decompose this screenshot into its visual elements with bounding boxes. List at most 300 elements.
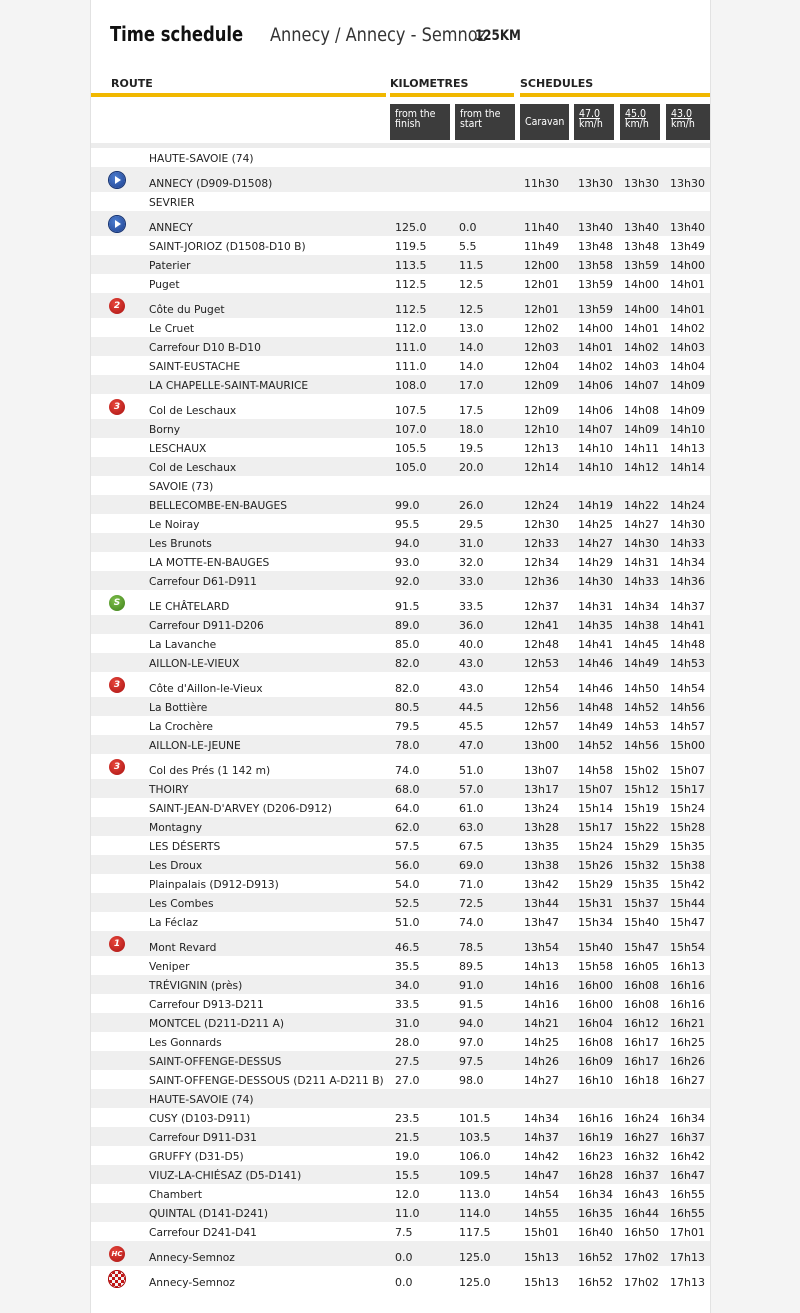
- waypoint-name: Montagny: [149, 821, 203, 834]
- km-from-finish: 107.0: [395, 423, 427, 436]
- category-3-climb-icon: 3: [109, 677, 125, 693]
- from-start-header[interactable]: [455, 104, 515, 140]
- table-row: [91, 754, 710, 779]
- table-row: [91, 931, 710, 956]
- time-45kmh: 14h34: [624, 600, 659, 613]
- time-47kmh: 14h31: [578, 600, 613, 613]
- category-3-climb-icon: 3: [109, 399, 125, 415]
- time-47kmh: 16h04: [578, 1017, 613, 1030]
- km-from-start: 63.0: [459, 821, 484, 834]
- speed-47-unit: km/h: [579, 118, 603, 130]
- time-45kmh: 15h29: [624, 840, 659, 853]
- time-45kmh: 15h02: [624, 764, 659, 777]
- time-43kmh: 15h17: [670, 783, 705, 796]
- speed-47-header[interactable]: [574, 104, 614, 140]
- caravan-time: 11h49: [524, 240, 559, 253]
- time-43kmh: 15h28: [670, 821, 705, 834]
- time-45kmh: 14h31: [624, 556, 659, 569]
- caravan-time: 14h37: [524, 1131, 559, 1144]
- km-from-start: 47.0: [459, 739, 484, 752]
- table-row: [91, 615, 710, 634]
- time-47kmh: 15h14: [578, 802, 613, 815]
- time-47kmh: 16h00: [578, 998, 613, 1011]
- time-45kmh: 14h07: [624, 379, 659, 392]
- km-from-start: 69.0: [459, 859, 484, 872]
- time-47kmh: 15h34: [578, 916, 613, 929]
- time-45kmh: 14h03: [624, 360, 659, 373]
- km-from-start: 40.0: [459, 638, 484, 651]
- km-from-start: 45.5: [459, 720, 484, 733]
- caravan-time: 12h10: [524, 423, 559, 436]
- km-from-start: 17.5: [459, 404, 484, 417]
- waypoint-name: LESCHAUX: [149, 442, 207, 455]
- table-row: [91, 274, 710, 293]
- time-45kmh: 14h27: [624, 518, 659, 531]
- km-from-start: 106.0: [459, 1150, 491, 1163]
- caravan-time: 12h02: [524, 322, 559, 335]
- table-row: [91, 1165, 710, 1184]
- time-45kmh: 16h08: [624, 979, 659, 992]
- table-row: [91, 855, 710, 874]
- time-45kmh: 14h01: [624, 322, 659, 335]
- km-from-finish: 111.0: [395, 360, 427, 373]
- time-43kmh: 14h00: [670, 259, 705, 272]
- waypoint-name: La Féclaz: [149, 916, 198, 929]
- time-45kmh: 14h08: [624, 404, 659, 417]
- time-45kmh: 14h00: [624, 278, 659, 291]
- waypoint-name: Carrefour D10 B-D10: [149, 341, 261, 354]
- table-row: [91, 956, 710, 975]
- waypoint-name: Côte d'Aillon-le-Vieux: [149, 682, 263, 695]
- waypoint-name: Les Brunots: [149, 537, 212, 550]
- km-from-start: 31.0: [459, 537, 484, 550]
- time-47kmh: 14h06: [578, 379, 613, 392]
- start-play-icon: [109, 216, 125, 232]
- km-from-start: 33.5: [459, 600, 484, 613]
- waypoint-name: Annecy-Semnoz: [149, 1276, 235, 1289]
- time-45kmh: 16h17: [624, 1055, 659, 1068]
- km-from-finish: 78.0: [395, 739, 420, 752]
- time-43kmh: 14h37: [670, 600, 705, 613]
- time-47kmh: 16h52: [578, 1276, 613, 1289]
- time-45kmh: 15h32: [624, 859, 659, 872]
- km-from-start: 109.5: [459, 1169, 491, 1182]
- time-47kmh: 16h35: [578, 1207, 613, 1220]
- time-47kmh: 14h27: [578, 537, 613, 550]
- waypoint-name: Carrefour D911-D31: [149, 1131, 257, 1144]
- caravan-time: 12h48: [524, 638, 559, 651]
- waypoint-name: MONTCEL (D211-D211 A): [149, 1017, 285, 1030]
- waypoint-name: AILLON-LE-JEUNE: [149, 739, 241, 752]
- caravan-time: 15h13: [524, 1251, 559, 1264]
- km-from-start: 14.0: [459, 341, 484, 354]
- table-row: [91, 912, 710, 931]
- km-from-start: 101.5: [459, 1112, 491, 1125]
- time-43kmh: 14h01: [670, 278, 705, 291]
- table-row: [91, 419, 710, 438]
- speed-43-value: 43.0: [671, 108, 693, 120]
- stage-distance: 125KM: [475, 28, 521, 44]
- km-from-finish: 12.0: [395, 1188, 420, 1201]
- time-47kmh: 15h29: [578, 878, 613, 891]
- km-from-finish: 62.0: [395, 821, 420, 834]
- time-43kmh: 14h56: [670, 701, 705, 714]
- table-row: [91, 836, 710, 855]
- time-45kmh: 14h22: [624, 499, 659, 512]
- waypoint-name: AILLON-LE-VIEUX: [149, 657, 240, 670]
- time-45kmh: 17h02: [624, 1251, 659, 1264]
- caravan-time: 13h00: [524, 739, 559, 752]
- km-from-finish: 74.0: [395, 764, 420, 777]
- waypoint-name: LA MOTTE-EN-BAUGES: [149, 556, 270, 569]
- time-43kmh: 16h55: [670, 1188, 705, 1201]
- time-43kmh: 14h54: [670, 682, 705, 695]
- km-from-finish: 112.5: [395, 303, 427, 316]
- km-from-finish: 57.5: [395, 840, 420, 853]
- km-from-finish: 68.0: [395, 783, 420, 796]
- time-47kmh: 14h46: [578, 657, 613, 670]
- time-45kmh: 14h09: [624, 423, 659, 436]
- waypoint-name: Col de Leschaux: [149, 404, 237, 417]
- km-from-start: 125.0: [459, 1251, 491, 1264]
- waypoint-name: LE CHÂTELARD: [149, 600, 230, 613]
- time-45kmh: 14h11: [624, 442, 659, 455]
- time-47kmh: 16h16: [578, 1112, 613, 1125]
- time-45kmh: 16h37: [624, 1169, 659, 1182]
- km-from-start: 19.5: [459, 442, 484, 455]
- time-43kmh: 14h48: [670, 638, 705, 651]
- waypoint-name: Plainpalais (D912-D913): [149, 878, 279, 891]
- km-from-start: 113.0: [459, 1188, 491, 1201]
- table-row: [91, 716, 710, 735]
- time-43kmh: 14h09: [670, 379, 705, 392]
- caravan-time: 13h35: [524, 840, 559, 853]
- km-from-start: 32.0: [459, 556, 484, 569]
- km-from-finish: 51.0: [395, 916, 420, 929]
- km-from-start: 72.5: [459, 897, 484, 910]
- km-from-finish: 21.5: [395, 1131, 420, 1144]
- km-from-finish: 0.0: [395, 1276, 413, 1289]
- km-from-finish: 111.0: [395, 341, 427, 354]
- time-47kmh: 16h40: [578, 1226, 613, 1239]
- km-from-start: 125.0: [459, 1276, 491, 1289]
- table-row: [91, 571, 710, 590]
- time-47kmh: 14h41: [578, 638, 613, 651]
- km-from-start: 13.0: [459, 322, 484, 335]
- time-45kmh: 16h32: [624, 1150, 659, 1163]
- km-from-start: 98.0: [459, 1074, 484, 1087]
- table-row: [91, 293, 710, 318]
- table-row: [91, 1108, 710, 1127]
- table-row: [91, 735, 710, 754]
- time-47kmh: 13h59: [578, 278, 613, 291]
- time-47kmh: 14h10: [578, 442, 613, 455]
- time-45kmh: 14h53: [624, 720, 659, 733]
- caravan-time: 12h37: [524, 600, 559, 613]
- time-43kmh: 16h21: [670, 1017, 705, 1030]
- km-from-start: 89.5: [459, 960, 484, 973]
- time-43kmh: 14h14: [670, 461, 705, 474]
- time-45kmh: 15h22: [624, 821, 659, 834]
- caravan-time: 14h55: [524, 1207, 559, 1220]
- time-47kmh: 16h09: [578, 1055, 613, 1068]
- time-47kmh: 14h35: [578, 619, 613, 632]
- caravan-time: 12h24: [524, 499, 559, 512]
- kilometres-column-header: KILOMETRES: [390, 77, 469, 90]
- caravan-header[interactable]: [520, 104, 569, 140]
- time-47kmh: 15h26: [578, 859, 613, 872]
- waypoint-name: Borny: [149, 423, 181, 436]
- waypoint-name: TRÉVIGNIN (près): [149, 979, 243, 992]
- time-43kmh: 16h16: [670, 998, 705, 1011]
- time-45kmh: 16h18: [624, 1074, 659, 1087]
- table-row: [91, 514, 710, 533]
- table-row: [91, 994, 710, 1013]
- table-row: [91, 356, 710, 375]
- km-from-start: 71.0: [459, 878, 484, 891]
- time-47kmh: 13h40: [578, 221, 613, 234]
- time-43kmh: 16h37: [670, 1131, 705, 1144]
- km-from-finish: 15.5: [395, 1169, 420, 1182]
- km-from-finish: 31.0: [395, 1017, 420, 1030]
- time-43kmh: 14h53: [670, 657, 705, 670]
- caravan-time: 12h09: [524, 404, 559, 417]
- time-43kmh: 17h01: [670, 1226, 705, 1239]
- time-43kmh: 16h42: [670, 1150, 705, 1163]
- time-45kmh: 14h56: [624, 739, 659, 752]
- route-underline: [91, 93, 386, 97]
- km-from-finish: 99.0: [395, 499, 420, 512]
- table-row: [91, 590, 710, 615]
- time-47kmh: 16h34: [578, 1188, 613, 1201]
- waypoint-name: Puget: [149, 278, 180, 291]
- km-from-finish: 23.5: [395, 1112, 420, 1125]
- schedules-column-header: SCHEDULES: [520, 77, 594, 90]
- from-finish-line1: from the: [395, 108, 436, 120]
- km-from-finish: 107.5: [395, 404, 427, 417]
- caravan-time: 12h30: [524, 518, 559, 531]
- time-47kmh: 15h24: [578, 840, 613, 853]
- table-row: [91, 1241, 710, 1266]
- caravan-time: 12h54: [524, 682, 559, 695]
- km-from-finish: 11.0: [395, 1207, 420, 1220]
- time-43kmh: 16h13: [670, 960, 705, 973]
- km-from-finish: 108.0: [395, 379, 427, 392]
- from-start-line1: from the: [460, 108, 501, 120]
- caravan-time: 13h47: [524, 916, 559, 929]
- table-row: [91, 1222, 710, 1241]
- waypoint-name: Carrefour D241-D41: [149, 1226, 257, 1239]
- time-43kmh: 15h35: [670, 840, 705, 853]
- table-row: [91, 375, 710, 394]
- time-43kmh: 16h25: [670, 1036, 705, 1049]
- km-from-start: 114.0: [459, 1207, 491, 1220]
- km-from-start: 12.5: [459, 278, 484, 291]
- time-47kmh: 14h06: [578, 404, 613, 417]
- time-43kmh: 14h13: [670, 442, 705, 455]
- caravan-time: 14h21: [524, 1017, 559, 1030]
- km-from-finish: 35.5: [395, 960, 420, 973]
- time-47kmh: 14h02: [578, 360, 613, 373]
- waypoint-name: Veniper: [149, 960, 190, 973]
- start-play-icon: [109, 172, 125, 188]
- time-45kmh: 15h37: [624, 897, 659, 910]
- caravan-time: 12h00: [524, 259, 559, 272]
- km-from-finish: 27.5: [395, 1055, 420, 1068]
- time-47kmh: 14h25: [578, 518, 613, 531]
- caravan-time: 12h57: [524, 720, 559, 733]
- time-43kmh: 15h38: [670, 859, 705, 872]
- waypoint-name: ANNECY: [149, 221, 193, 234]
- caravan-time: 13h17: [524, 783, 559, 796]
- speed-43-unit: km/h: [671, 118, 695, 130]
- km-from-finish: 19.0: [395, 1150, 420, 1163]
- time-45kmh: 15h35: [624, 878, 659, 891]
- time-45kmh: 15h47: [624, 941, 659, 954]
- km-from-start: 20.0: [459, 461, 484, 474]
- waypoint-name: Carrefour D911-D206: [149, 619, 264, 632]
- table-row: [91, 394, 710, 419]
- table-row: [91, 211, 710, 236]
- waypoint-name: VIUZ-LA-CHIÉSAZ (D5-D141): [149, 1169, 302, 1182]
- km-from-start: 43.0: [459, 682, 484, 695]
- from-finish-header[interactable]: [390, 104, 450, 140]
- km-from-start: 117.5: [459, 1226, 491, 1239]
- category-1-climb-icon: 1: [109, 936, 125, 952]
- table-row: [91, 495, 710, 514]
- time-45kmh: 16h05: [624, 960, 659, 973]
- km-from-start: 103.5: [459, 1131, 491, 1144]
- table-row: [91, 533, 710, 552]
- time-47kmh: 14h01: [578, 341, 613, 354]
- caravan-time: 14h26: [524, 1055, 559, 1068]
- km-from-finish: 95.5: [395, 518, 420, 531]
- waypoint-name: LA CHAPELLE-SAINT-MAURICE: [149, 379, 309, 392]
- time-47kmh: 15h31: [578, 897, 613, 910]
- time-47kmh: 14h52: [578, 739, 613, 752]
- time-45kmh: 14h02: [624, 341, 659, 354]
- from-finish-line2: finish: [395, 118, 421, 130]
- table-row: [91, 1203, 710, 1222]
- waypoint-name: SAVOIE (73): [149, 480, 214, 493]
- km-from-finish: 125.0: [395, 221, 427, 234]
- km-from-start: 78.5: [459, 941, 484, 954]
- time-47kmh: 15h17: [578, 821, 613, 834]
- time-47kmh: 13h48: [578, 240, 613, 253]
- waypoint-name: SEVRIER: [149, 196, 195, 209]
- caravan-time: 12h33: [524, 537, 559, 550]
- waypoint-name: Le Noiray: [149, 518, 200, 531]
- time-45kmh: 14h52: [624, 701, 659, 714]
- table-row: [91, 1051, 710, 1070]
- table-row: [91, 672, 710, 697]
- waypoint-name: ANNECY (D909-D1508): [149, 177, 273, 190]
- km-from-start: 11.5: [459, 259, 484, 272]
- table-row: [91, 1146, 710, 1165]
- stage-name: Annecy / Annecy - Semnoz: [270, 24, 487, 46]
- time-43kmh: 14h30: [670, 518, 705, 531]
- time-45kmh: 13h59: [624, 259, 659, 272]
- time-47kmh: 14h29: [578, 556, 613, 569]
- km-from-finish: 92.0: [395, 575, 420, 588]
- time-43kmh: 15h00: [670, 739, 705, 752]
- caravan-time: 13h07: [524, 764, 559, 777]
- caravan-time: 12h41: [524, 619, 559, 632]
- waypoint-name: SAINT-JORIOZ (D1508-D10 B): [149, 240, 306, 253]
- time-45kmh: 15h12: [624, 783, 659, 796]
- time-47kmh: 14h19: [578, 499, 613, 512]
- caravan-time: 12h34: [524, 556, 559, 569]
- caravan-time: 12h04: [524, 360, 559, 373]
- km-from-start: 17.0: [459, 379, 484, 392]
- time-45kmh: 15h40: [624, 916, 659, 929]
- category-2-climb-icon: 2: [109, 298, 125, 314]
- km-from-start: 0.0: [459, 221, 477, 234]
- time-43kmh: 16h26: [670, 1055, 705, 1068]
- km-from-start: 57.0: [459, 783, 484, 796]
- time-43kmh: 13h30: [670, 177, 705, 190]
- caravan-time: 15h01: [524, 1226, 559, 1239]
- time-45kmh: 14h50: [624, 682, 659, 695]
- waypoint-name: SAINT-OFFENGE-DESSOUS (D211 A-D211 B): [149, 1074, 384, 1087]
- km-from-start: 36.0: [459, 619, 484, 632]
- km-from-finish: 56.0: [395, 859, 420, 872]
- waypoint-name: HAUTE-SAVOIE (74): [149, 152, 254, 165]
- km-from-start: 18.0: [459, 423, 484, 436]
- time-45kmh: 14h33: [624, 575, 659, 588]
- from-start-line2: start: [460, 118, 482, 130]
- speed-45-header[interactable]: [620, 104, 660, 140]
- time-47kmh: 13h30: [578, 177, 613, 190]
- waypoint-name: SAINT-OFFENGE-DESSUS: [149, 1055, 282, 1068]
- waypoint-name: Annecy-Semnoz: [149, 1251, 235, 1264]
- speed-45-unit: km/h: [625, 118, 649, 130]
- time-47kmh: 15h07: [578, 783, 613, 796]
- caravan-time: 13h44: [524, 897, 559, 910]
- schedules-underline: [520, 93, 710, 97]
- table-row: [91, 634, 710, 653]
- table-row: [91, 697, 710, 716]
- speed-43-header[interactable]: [666, 104, 710, 140]
- waypoint-name: QUINTAL (D141-D241): [149, 1207, 269, 1220]
- waypoint-name: Les Combes: [149, 897, 214, 910]
- time-45kmh: 16h50: [624, 1226, 659, 1239]
- table-row: [91, 1070, 710, 1089]
- km-from-start: 94.0: [459, 1017, 484, 1030]
- waypoint-name: HAUTE-SAVOIE (74): [149, 1093, 254, 1106]
- km-from-finish: 28.0: [395, 1036, 420, 1049]
- km-from-start: 67.5: [459, 840, 484, 853]
- caravan-time: 14h54: [524, 1188, 559, 1201]
- hors-categorie-icon: HC: [109, 1246, 125, 1262]
- km-from-start: 51.0: [459, 764, 484, 777]
- table-row: [91, 653, 710, 672]
- time-45kmh: 14h38: [624, 619, 659, 632]
- time-43kmh: 16h34: [670, 1112, 705, 1125]
- time-43kmh: 15h07: [670, 764, 705, 777]
- waypoint-name: Les Droux: [149, 859, 203, 872]
- table-row: [91, 975, 710, 994]
- caravan-time: 11h40: [524, 221, 559, 234]
- km-from-finish: 105.5: [395, 442, 427, 455]
- waypoint-name: GRUFFY (D31-D5): [149, 1150, 244, 1163]
- time-47kmh: 14h49: [578, 720, 613, 733]
- waypoint-name: LES DÉSERTS: [149, 840, 221, 853]
- caravan-time: 12h14: [524, 461, 559, 474]
- time-43kmh: 16h27: [670, 1074, 705, 1087]
- waypoint-name: SAINT-EUSTACHE: [149, 360, 241, 373]
- caravan-time: 12h56: [524, 701, 559, 714]
